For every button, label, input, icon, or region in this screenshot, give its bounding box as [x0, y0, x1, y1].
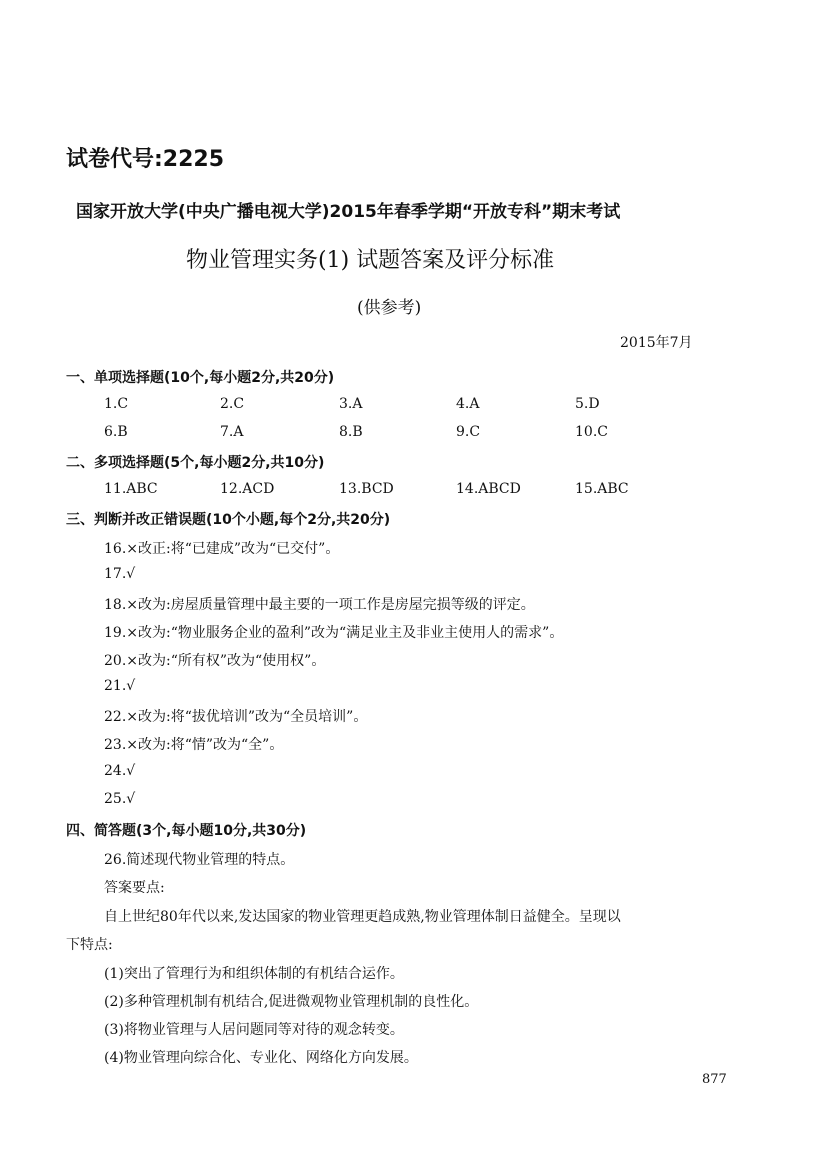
answer-item: 18.×改为:房屋质量管理中最主要的一项工作是房屋完损等级的评定。 [104, 597, 535, 613]
answer-item: 24.√ [104, 763, 136, 779]
answer-cell: 8.B [339, 424, 363, 440]
answer-cell: 5.D [575, 396, 600, 412]
section-heading-single-choice: 一、单项选择题(10个,每小题2分,共20分) [66, 370, 335, 386]
section-heading-true-false: 三、判断并改正错误题(10个小题,每个2分,共20分) [66, 512, 391, 528]
answer-cell: 11.ABC [104, 481, 158, 497]
answer-point: (3)将物业管理与人居问题同等对待的观念转变。 [104, 1022, 404, 1038]
page-number: 877 [702, 1072, 727, 1087]
answer-item: 23.×改为:将“情”改为“全”。 [104, 737, 284, 753]
answer-cell: 14.ABCD [456, 481, 521, 497]
answer-point: (4)物业管理向综合化、专业化、网络化方向发展。 [104, 1050, 418, 1066]
answer-cell: 2.C [220, 396, 245, 412]
exam-name: 国家开放大学(中央广播电视大学)2015年春季学期“开放专科”期末考试 [76, 202, 621, 222]
answer-paragraph-line: 下特点: [66, 937, 113, 953]
answer-label: 答案要点: [104, 880, 165, 896]
answer-cell: 15.ABC [575, 481, 629, 497]
answer-item: 21.√ [104, 678, 136, 694]
answer-item: 20.×改为:“所有权”改为“使用权”。 [104, 653, 326, 669]
answer-item: 19.×改为:“物业服务企业的盈利”改为“满足业主及非业主使用人的需求”。 [104, 625, 564, 641]
document-title: 物业管理实务(1) 试题答案及评分标准 [186, 248, 555, 273]
answer-cell: 13.BCD [339, 481, 394, 497]
answer-cell: 10.C [575, 424, 608, 440]
section-heading-multiple-choice: 二、多项选择题(5个,每小题2分,共10分) [66, 455, 325, 471]
answer-cell: 6.B [104, 424, 128, 440]
document-subtitle: (供参考) [357, 298, 422, 318]
section-heading-short-answer: 四、简答题(3个,每小题10分,共30分) [66, 823, 307, 839]
answer-item: 16.×改正:将“已建成”改为“已交付”。 [104, 541, 340, 557]
answer-cell: 7.A [220, 424, 244, 440]
answer-cell: 9.C [456, 424, 481, 440]
answer-point: (1)突出了管理行为和组织体制的有机结合运作。 [104, 966, 404, 982]
answer-cell: 12.ACD [220, 481, 275, 497]
answer-item: 22.×改为:将“拔优培训”改为“全员培训”。 [104, 709, 368, 725]
answer-paragraph-line: 自上世纪80年代以来,发达国家的物业管理更趋成熟,物业管理体制日益健全。呈现以 [104, 909, 621, 925]
answer-item: 17.√ [104, 566, 136, 582]
answer-cell: 4.A [456, 396, 480, 412]
document-date: 2015年7月 [620, 335, 693, 351]
paper-code: 试卷代号:2225 [66, 147, 225, 172]
answer-cell: 1.C [104, 396, 129, 412]
question-text: 26.简述现代物业管理的特点。 [104, 852, 295, 868]
answer-cell: 3.A [339, 396, 363, 412]
answer-item: 25.√ [104, 791, 136, 807]
answer-point: (2)多种管理机制有机结合,促进微观物业管理机制的良性化。 [104, 994, 479, 1010]
